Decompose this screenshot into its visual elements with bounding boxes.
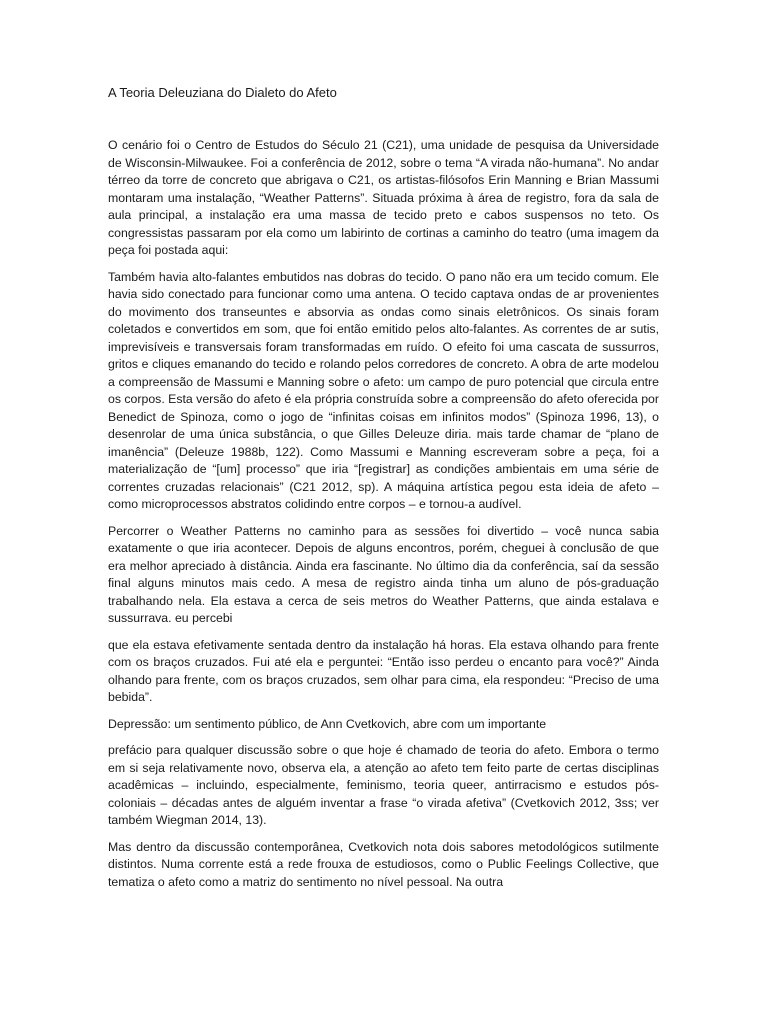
paragraph-setting: O cenário foi o Centro de Estudos do Século 21 (C21), uma unidade de pesquisa da Universidade de Wisconsin-Milwaukee. Foi a conferência de 2012, sobre o tema “A virada não-humana”. No andar térreo da torre de concreto que abrigava o C21, os artistas-filósofos Erin Manning e Brian Massumi montaram uma instalação, “Weather Patterns”. Situada próxima à área de registro, fora da sala de aula principal, a instalação era uma massa de tecido preto e cabos suspensos no teto. Os congressistas passaram por ela como um labirinto de cortinas a caminho do teatro (uma imagem da peça foi postada aqui: <box>108 138 659 257</box>
document-body <box>108 137 659 900</box>
document-title: A Teoria Deleuziana do Dialeto do Afeto <box>108 85 337 100</box>
paragraph-speakers: Também havia alto-falantes embutidos nas dobras do tecido. O pano não era um tecido comum. Ele havia sido conectado para funcionar como uma antena. O tecido captava ondas de ar provenientes do movimento dos transeuntes e absorvia as ondas como sinais eletrônicos. Os sinais foram coletados e convertidos em som, que foi então emitido pelos alto-falantes. As correntes de ar sutis, imprevisíveis e transversais foram transformadas em ruído. O efeito foi uma cascata de sussurros, gritos e cliques emanando do tecido e rolando pelos corredores de concreto. A obra de arte modelou a compreensão de Massumi e Manning sobre o afeto: um campo de puro potencial que circula entre os corpos. Esta versão do afeto é ela própria construída sobre a compreensão do afeto oferecida por Benedict de Spinoza, como o jogo de “infinitas coisas em infinitos modos” (Spinoza 1996, 13), o desenrolar de uma única substância, o que Gilles Deleuze diria. mais tarde chamar de “plano de imanência” (Deleuze 1988b, 122). Como Massumi e Manning escreveram sobre a peça, foi a materialização de “[um] processo” que iria “[registrar] as condições ambientais em uma série de correntes cruzadas relacionais” (C21 2012, sp). A máquina artística pegou esta ideia de afeto – como microprocessos abstratos colidindo entre corpos – e tornou-a audível. <box>108 269 659 511</box>
paragraph-preface: prefácio para qualquer discussão sobre o que hoje é chamado de teoria do afeto. Embora o termo em si seja relativamente novo, observa ela, a atenção ao afeto tem feito parte de certas disciplinas acadêmicas – incluindo, especialmente, feminismo, teoria queer, antirracismo e estudos pós-coloniais – décadas antes de alguém inventar a frase “o virada afetiva” (Cvetkovich 2012, 3ss; ver também Wiegman 2014, 13). <box>108 743 659 827</box>
paragraph-student: que ela estava efetivamente sentada dentro da instalação há horas. Ela estava olhando para frente com os braços cruzados. Fui até ela e perguntei: “Então isso perdeu o encanto para você?” Ainda olhando para frente, com os braços cruzados, sem olhar para cima, ela respondeu: “Preciso de uma bebida”. <box>108 637 659 704</box>
paragraph-depression: Depressão: um sentimento público, de Ann Cvetkovich, abre com um importante <box>108 716 547 731</box>
paragraph-methodology: Mas dentro da discussão contemporânea, Cvetkovich nota dois sabores metodológicos sutilmente distintos. Numa corrente está a rede frouxa de estudiosos, como o Public Feelings Collective, que tematiza o afeto como a matriz do sentimento no nível pessoal. Na outra <box>108 839 659 889</box>
paragraph-walking-through: Percorrer o Weather Patterns no caminho para as sessões foi divertido – você nunca sabia exatamente o que iria acontecer. Depois de alguns encontros, porém, cheguei à conclusão de que era melhor apreciado à distância. Ainda era fascinante. No último dia da conferência, saí da sessão final alguns minutos mais cedo. A mesa de registro ainda tinha um aluno de pós-graduação trabalhando nela. Ela estava a cerca de seis metros do Weather Patterns, que ainda estalava e sussurrava. eu percebi <box>108 523 659 625</box>
